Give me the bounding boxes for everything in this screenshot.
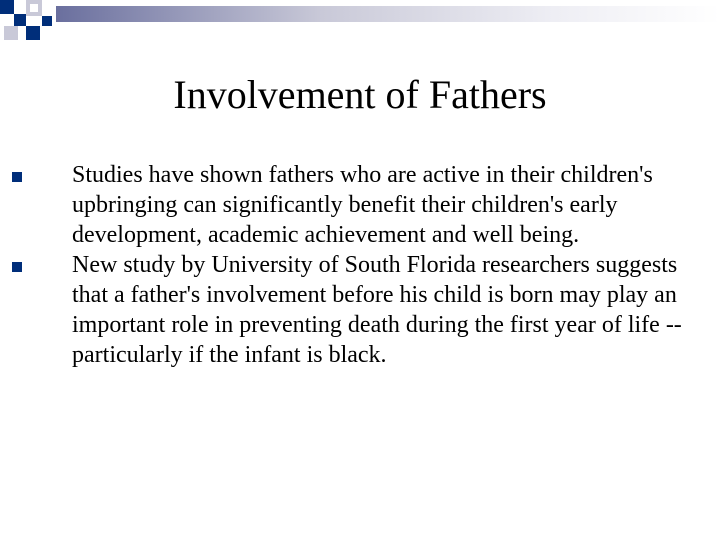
bullet-text: Studies have shown fathers who are active in their children's upbringing can significantly benefit their children's early development, academic achievement and well being.: [72, 162, 653, 248]
bullet-square-icon: [12, 262, 22, 272]
deco-square-light: [4, 26, 18, 40]
deco-square-dark: [14, 14, 26, 26]
deco-square-dark: [26, 26, 40, 40]
bullet-list: [64, 160, 684, 370]
bullet-item: [64, 250, 684, 370]
slide-title: Involvement of Fathers: [173, 72, 547, 117]
bullet-text: New study by University of South Florida researchers suggests that a father's involvement before his child is born may play an important role in preventing death during the first year of life -- particularly if the infant is black.: [72, 252, 682, 368]
deco-square-dark: [0, 0, 14, 14]
bullet-item: [64, 160, 684, 250]
deco-square-inner: [30, 4, 38, 12]
bullet-square-icon: [12, 172, 22, 182]
deco-square-dark: [42, 16, 52, 26]
corner-decoration: [0, 0, 720, 44]
header-gradient-bar: [56, 6, 720, 22]
